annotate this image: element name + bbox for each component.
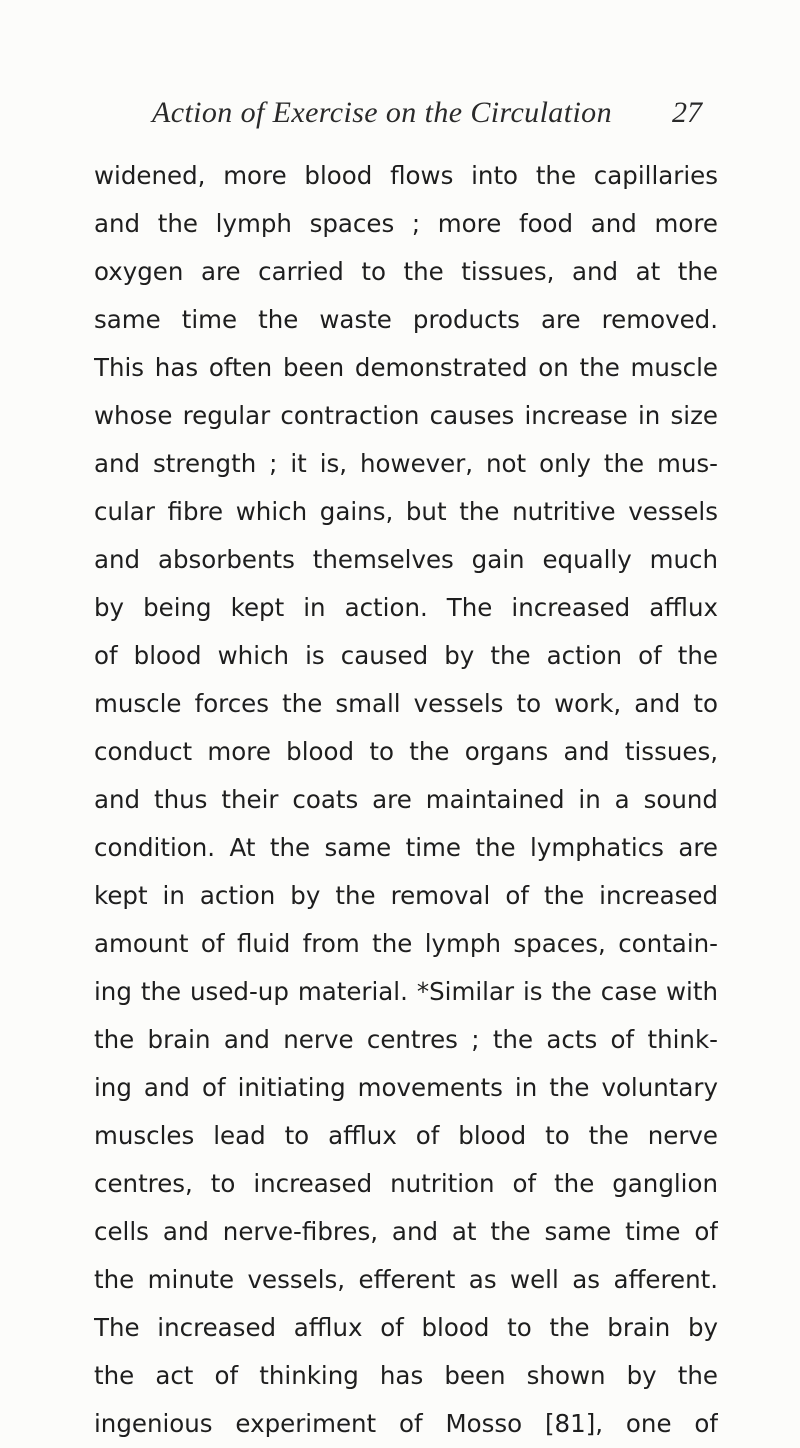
text-line: the brain and nerve centres ; the acts of think-	[94, 1025, 718, 1054]
text-line: and thus their coats are maintained in a sound	[94, 785, 718, 814]
text-line: muscles lead to afflux of blood to the nerve	[94, 1121, 718, 1150]
text-line: the act of thinking has been shown by the	[94, 1361, 718, 1390]
page-number: 27	[672, 96, 702, 129]
running-head	[152, 96, 702, 140]
text-line: the minute vessels, efferent as well as afferent.	[94, 1265, 718, 1294]
body-text	[94, 152, 718, 1448]
text-line: This has often been demonstrated on the muscle	[94, 353, 718, 382]
text-line: by being kept in action. The increased afflux	[94, 593, 718, 622]
text-line: whose regular contraction causes increase in size	[94, 401, 718, 430]
text-line: of blood which is caused by the action of the	[94, 641, 718, 670]
text-line: and absorbents themselves gain equally much	[94, 545, 718, 574]
text-line: ingenious experiment of Mosso [81], one of	[94, 1409, 718, 1438]
running-head-title: Action of Exercise on the Circulation	[152, 96, 612, 129]
text-line: ing the used-up material. *Similar is the case with	[94, 977, 718, 1006]
text-line: cular fibre which gains, but the nutritive vessels	[94, 497, 718, 526]
text-line: muscle forces the small vessels to work, and to	[94, 689, 718, 718]
text-line: cells and nerve-fibres, and at the same time of	[94, 1217, 718, 1246]
text-line: centres, to increased nutrition of the ganglion	[94, 1169, 718, 1198]
text-line: condition. At the same time the lymphatics are	[94, 833, 718, 862]
text-line: kept in action by the removal of the increased	[94, 881, 718, 910]
text-line: same time the waste products are removed.	[94, 305, 718, 334]
text-line: conduct more blood to the organs and tissues,	[94, 737, 718, 766]
text-line: ing and of initiating movements in the voluntary	[94, 1073, 718, 1102]
text-line: oxygen are carried to the tissues, and at the	[94, 257, 718, 286]
text-line: and strength ; it is, however, not only the mus-	[94, 449, 718, 478]
text-line: The increased afflux of blood to the brain by	[94, 1313, 718, 1342]
text-line: and the lymph spaces ; more food and more	[94, 209, 718, 238]
text-line: widened, more blood flows into the capillaries	[94, 161, 718, 190]
text-line: amount of fluid from the lymph spaces, contain-	[94, 929, 718, 958]
